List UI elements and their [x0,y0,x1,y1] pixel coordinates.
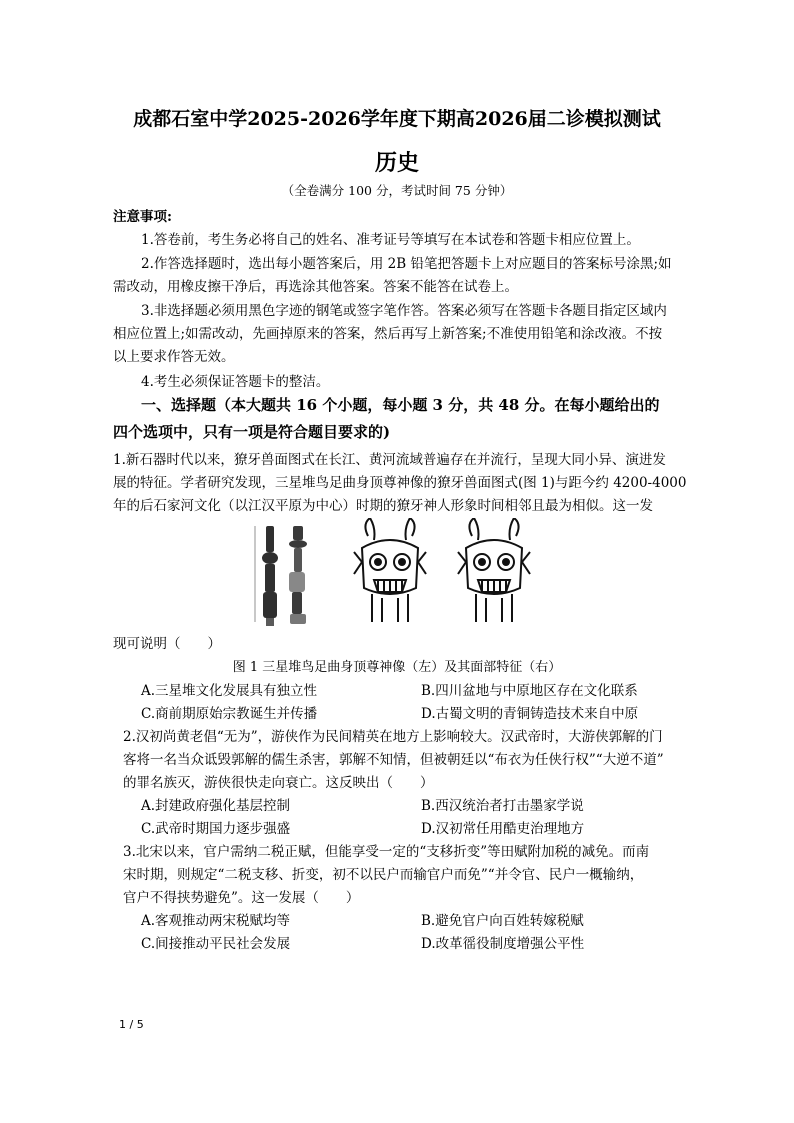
q3-stem-line: 官户不得挟势避免”。这一发展（ ） [123,890,360,906]
note-line: 4.考生必须保证答题卡的整洁。 [141,374,330,390]
q1-stem-line: 现可说明（ ） [113,636,221,652]
q3-stem-line: 宋时期，则规定“二税支移、折变，初不以民户而输官户而免”“并令官、民户一概输纳， [123,867,644,883]
section-heading-line1: 一、选择题（本大题共 16 个小题，每小题 3 分，共 48 分。在每小题给出的 [141,396,660,414]
q3-option-a[interactable]: A.客观推动两宋税赋均等 [141,913,291,929]
note-line: 1.答卷前，考生务必将自己的姓名、准考证号等填写在本试卷和答题卡相应位置上。 [141,232,640,248]
note-line: 以上要求作答无效。 [113,349,235,365]
figure-1-sanxingdui-image [250,518,548,630]
mask-drawing-1 [354,518,426,622]
q1-option-a[interactable]: A.三星堆文化发展具有独立性 [141,683,318,699]
notes-heading: 注意事项: [113,209,172,225]
statue-photo-left [262,526,278,626]
note-line: 相应位置上;如需改动，先画掉原来的答案，然后再写上新答案;不准使用铅笔和涂改液。不按 [113,326,663,342]
q3-option-b[interactable]: B.避免官户向百姓转嫁税赋 [421,913,584,929]
q2-stem-line: 2.汉初尚黄老倡“无为”，游侠作为民间精英在地方上影响较大。汉武帝时，大游侠郭解的门 [123,729,663,745]
exam-meta: （全卷满分 100 分，考试时间 75 分钟） [281,183,513,198]
statue-photo-right [289,526,307,624]
mask-drawing-2 [458,518,530,622]
figure-1-drawing [250,518,548,630]
q3-option-c[interactable]: C.间接推动平民社会发展 [141,936,291,952]
q2-stem-line: 客将一名当众诋毁郭解的儒生杀害，郭解不知情，但被朝廷以“布衣为任侠行权”“大逆不道” [123,752,664,768]
q1-stem-line: 年的后石家河文化（以江汉平原为中心）时期的獠牙神人形象时间相邻且最为相似。这一发 [113,498,653,514]
q1-option-c[interactable]: C.商前期原始宗教诞生并传播 [141,706,318,722]
q2-option-a[interactable]: A.封建政府强化基层控制 [141,798,291,814]
q1-stem-line: 展的特征。学者研究发现，三星堆鸟足曲身顶尊神像的獠牙兽面图式(图 1)与距今约 4200-4000 [113,475,687,491]
q1-option-b[interactable]: B.四川盆地与中原地区存在文化联系 [421,683,638,699]
note-line: 3.非选择题必须用黑色字迹的钢笔或签字笔作答。答案必须写在答题卡各题目指定区域内 [141,303,667,319]
q2-stem-line: 的罪名族灭，游侠很快走向衰亡。这反映出（ ） [123,775,434,791]
q2-option-b[interactable]: B.西汉统治者打击墨家学说 [421,798,584,814]
q2-option-c[interactable]: C.武帝时期国力逐步强盛 [141,821,291,837]
note-line: 2.作答选择题时，选出每小题答案后，用 2B 铅笔把答题卡上对应题目的答案标号涂黑;如 [141,256,672,272]
figure-1-caption: 图 1 三星堆鸟足曲身顶尊神像（左）及其面部特征（右） [232,660,562,675]
page-number: 1 / 5 [119,1018,144,1031]
subject-title: 历史 [374,150,419,176]
q3-stem-line: 3.北宋以来，官户需纳二税正赋，但能享受一定的“支移折变”等田赋附加税的减免。而南 [123,844,650,860]
note-line: 需改动，用橡皮擦干净后，再选涂其他答案。答案不能答在试卷上。 [113,279,518,295]
exam-title: 成都石室中学2025-2026学年度下期高2026届二诊模拟测试 [133,108,661,130]
q1-stem-line: 1.新石器时代以来，獠牙兽面图式在长江、黄河流域普遍存在并流行，呈现大同小异、演进发 [113,452,666,468]
q3-option-d[interactable]: D.改革徭役制度增强公平性 [421,936,585,952]
q1-option-d[interactable]: D.古蜀文明的青铜铸造技术来自中原 [421,706,639,722]
section-heading-line2: 四个选项中，只有一项是符合题目要求的) [113,423,391,441]
q2-option-d[interactable]: D.汉初常任用酷吏治理地方 [421,821,585,837]
